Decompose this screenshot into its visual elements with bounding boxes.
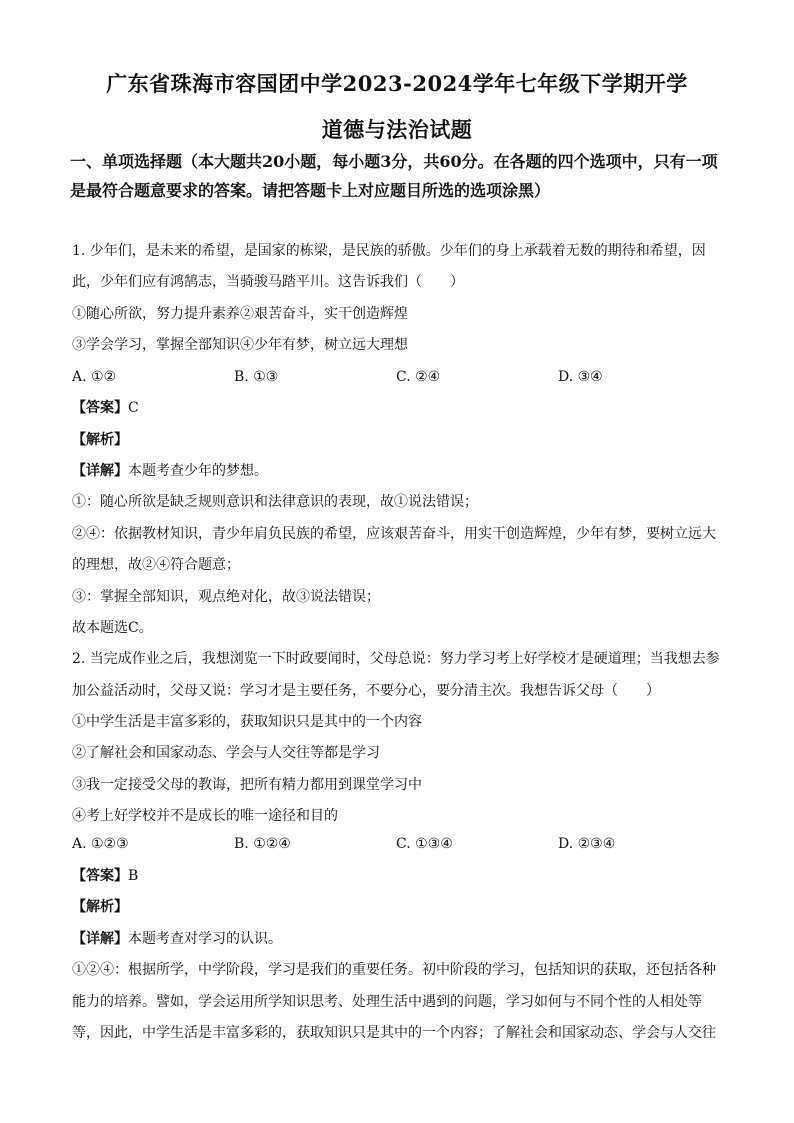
q2-item-4: ④考上好学校并不是成长的唯一途径和目的 — [72, 808, 338, 824]
q1-explanation-1: ①：随心所欲是缺乏规则意识和法律意识的表现，故①说法错误； — [72, 494, 478, 510]
q1-option-d: D. ③④ — [558, 369, 603, 385]
q2-explanation-line1: ①②④：根据所学，中学阶段，学习是我们的重要任务。初中阶段的学习，包括知识的获取，还包括各种 — [72, 962, 716, 978]
q2-item-1: ①中学生活是丰富多彩的，获取知识只是其中的一个内容 — [72, 714, 422, 730]
page-subtitle: 道德与法治试题 — [321, 117, 473, 142]
q1-option-b: B. ①③ — [234, 369, 279, 385]
answer-label: 【答案】 — [72, 400, 128, 416]
q1-stem-line2: 此，少年们应有鸿鹄志，当骑骏马踏平川。这告诉我们（ ） — [72, 274, 464, 290]
answer-label: 【答案】 — [72, 868, 128, 884]
q1-conclusion: 故本题选C。 — [72, 620, 153, 636]
analysis-label: 【解析】 — [72, 432, 128, 448]
analysis-label: 【解析】 — [72, 899, 128, 915]
q2-option-c: C. ①③④ — [396, 836, 453, 852]
q2-explanation-line3: 等，因此，中学生活是丰富多彩的，获取知识只是其中的一个内容；了解社会和国家动态、学会与人交往 — [72, 1025, 716, 1041]
q2-analysis — [72, 897, 128, 917]
section-heading: 一、单项选择题（本大题共20小题，每小题3分，共60分。在各题的四个选项中，只有一项是最符合题意要求的答案。请把答题卡上对应题目所选的选项涂黑） — [70, 152, 718, 200]
q2-stem-line1: 2. 当完成作业之后，我想浏览一下时政要闻时，父母总说：努力学习考上好学校才是硬道理；当我想去参 — [72, 651, 720, 667]
answer-value: B — [128, 868, 139, 884]
q2-option-a: A. ①②③ — [72, 836, 129, 852]
detail-label: 【详解】 — [72, 463, 128, 479]
q2-option-b: B. ①②④ — [234, 836, 291, 852]
q1-explanation-2-line1: ②④：依据教材知识，青少年肩负民族的希望，应该艰苦奋斗，用实干创造辉煌，少年有梦，要树立远大 — [72, 526, 716, 542]
answer-value: C — [128, 400, 139, 416]
q1-explanation-3: ③：掌握全部知识，观点绝对化，故③说法错误； — [72, 589, 380, 605]
q2-explanation-line2: 能力的培养。譬如，学会运用所学知识思考、处理生活中遇到的问题，学习如何与不同个性的人相处等 — [72, 994, 702, 1010]
q1-explanation-2-line2: 的理想，故②④符合题意； — [72, 557, 240, 573]
q1-items-line1: ①随心所欲，努力提升素养②艰苦奋斗，实干创造辉煌 — [72, 306, 408, 322]
q2-item-3: ③我一定接受父母的教诲，把所有精力都用到课堂学习中 — [72, 777, 422, 793]
q2-answer — [72, 866, 138, 886]
detail-text: 本题考查对学习的认识。 — [128, 931, 282, 947]
q1-analysis — [72, 430, 128, 450]
page-title: 广东省珠海市容国团中学2023-2024学年七年级下学期开学 — [106, 71, 688, 96]
q1-items-line2: ③学会学习，掌握全部知识④少年有梦，树立远大理想 — [72, 337, 408, 353]
q2-option-d: D. ②③④ — [558, 836, 616, 852]
detail-text: 本题考查少年的梦想。 — [128, 463, 268, 479]
q1-option-c: C. ②④ — [396, 369, 441, 385]
q2-detail — [72, 929, 282, 949]
q2-item-2: ②了解社会和国家动态、学会与人交往等都是学习 — [72, 745, 380, 761]
q1-detail — [72, 461, 268, 481]
detail-label: 【详解】 — [72, 931, 128, 947]
q1-stem-line1: 1. 少年们，是未来的希望，是国家的栋梁，是民族的骄傲。少年们的身上承载着无数的期待和希望，因 — [72, 243, 706, 259]
q1-option-a: A. ①② — [72, 369, 117, 385]
q1-answer — [72, 398, 139, 418]
q2-stem-line2: 加公益活动时，父母又说：学习才是主要任务，不要分心，要分清主次。我想告诉父母（ ） — [72, 683, 660, 699]
